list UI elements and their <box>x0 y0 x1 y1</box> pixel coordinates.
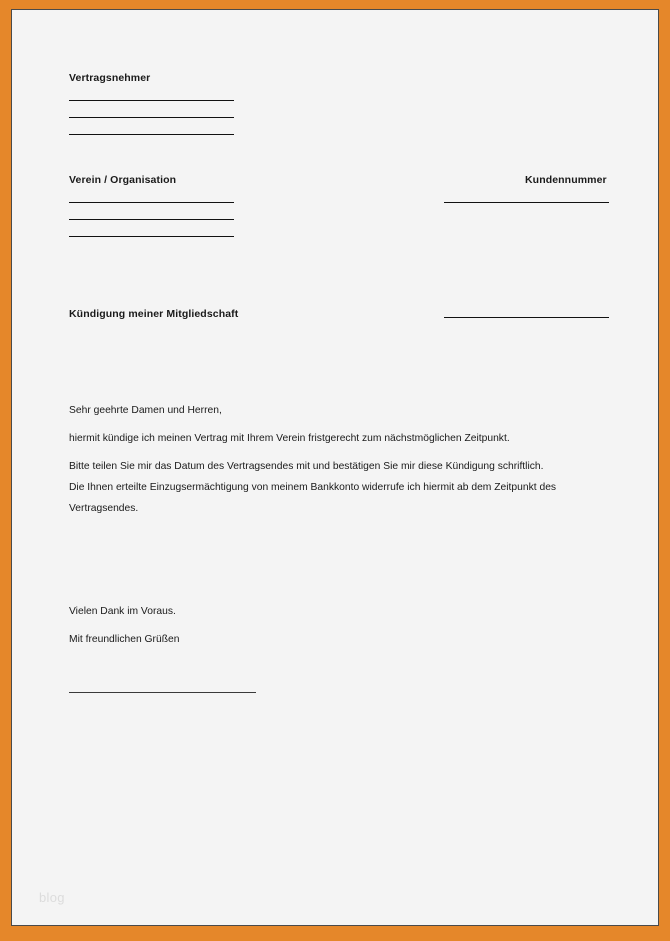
subject-heading: Kündigung meiner Mitgliedschaft <box>69 308 239 320</box>
request-paragraph <box>69 456 629 519</box>
contractor-heading: Vertragsnehmer <box>69 72 151 84</box>
blog-watermark: blog <box>39 890 65 905</box>
request-line-2: Die Ihnen erteilte Einzugsermächtigung von meinem Bankkonto widerrufe ich hiermit ab dem Zeitpunkt des <box>69 482 557 493</box>
request-line-3: Vertragsendes. <box>69 503 139 514</box>
customer-number-heading: Kundennummer <box>525 174 607 186</box>
document-page <box>11 9 659 926</box>
organisation-blank-line-1[interactable] <box>69 202 234 203</box>
organisation-blank-line-3[interactable] <box>69 236 234 237</box>
document-sheet <box>12 10 658 925</box>
contractor-blank-line-3[interactable] <box>69 134 234 135</box>
salutation-text: Sehr geehrte Damen und Herren, <box>69 405 222 416</box>
subject-date-blank-line[interactable] <box>444 317 609 318</box>
contractor-blank-line-1[interactable] <box>69 100 234 101</box>
opening-paragraph: hiermit kündige ich meinen Vertrag mit Ihrem Verein fristgerecht zum nächstmöglichen Zeitpunkt. <box>69 433 510 444</box>
request-line-1: Bitte teilen Sie mir das Datum des Vertragsendes mit und bestätigen Sie mir diese Kündigung schriftlich. <box>69 461 544 472</box>
thanks-text: Vielen Dank im Voraus. <box>69 606 176 617</box>
customer-number-blank-line[interactable] <box>444 202 609 203</box>
contractor-blank-line-2[interactable] <box>69 117 234 118</box>
closing-text: Mit freundlichen Grüßen <box>69 634 180 645</box>
organisation-heading: Verein / Organisation <box>69 174 177 186</box>
signature-blank-line[interactable] <box>69 692 256 693</box>
organisation-blank-line-2[interactable] <box>69 219 234 220</box>
